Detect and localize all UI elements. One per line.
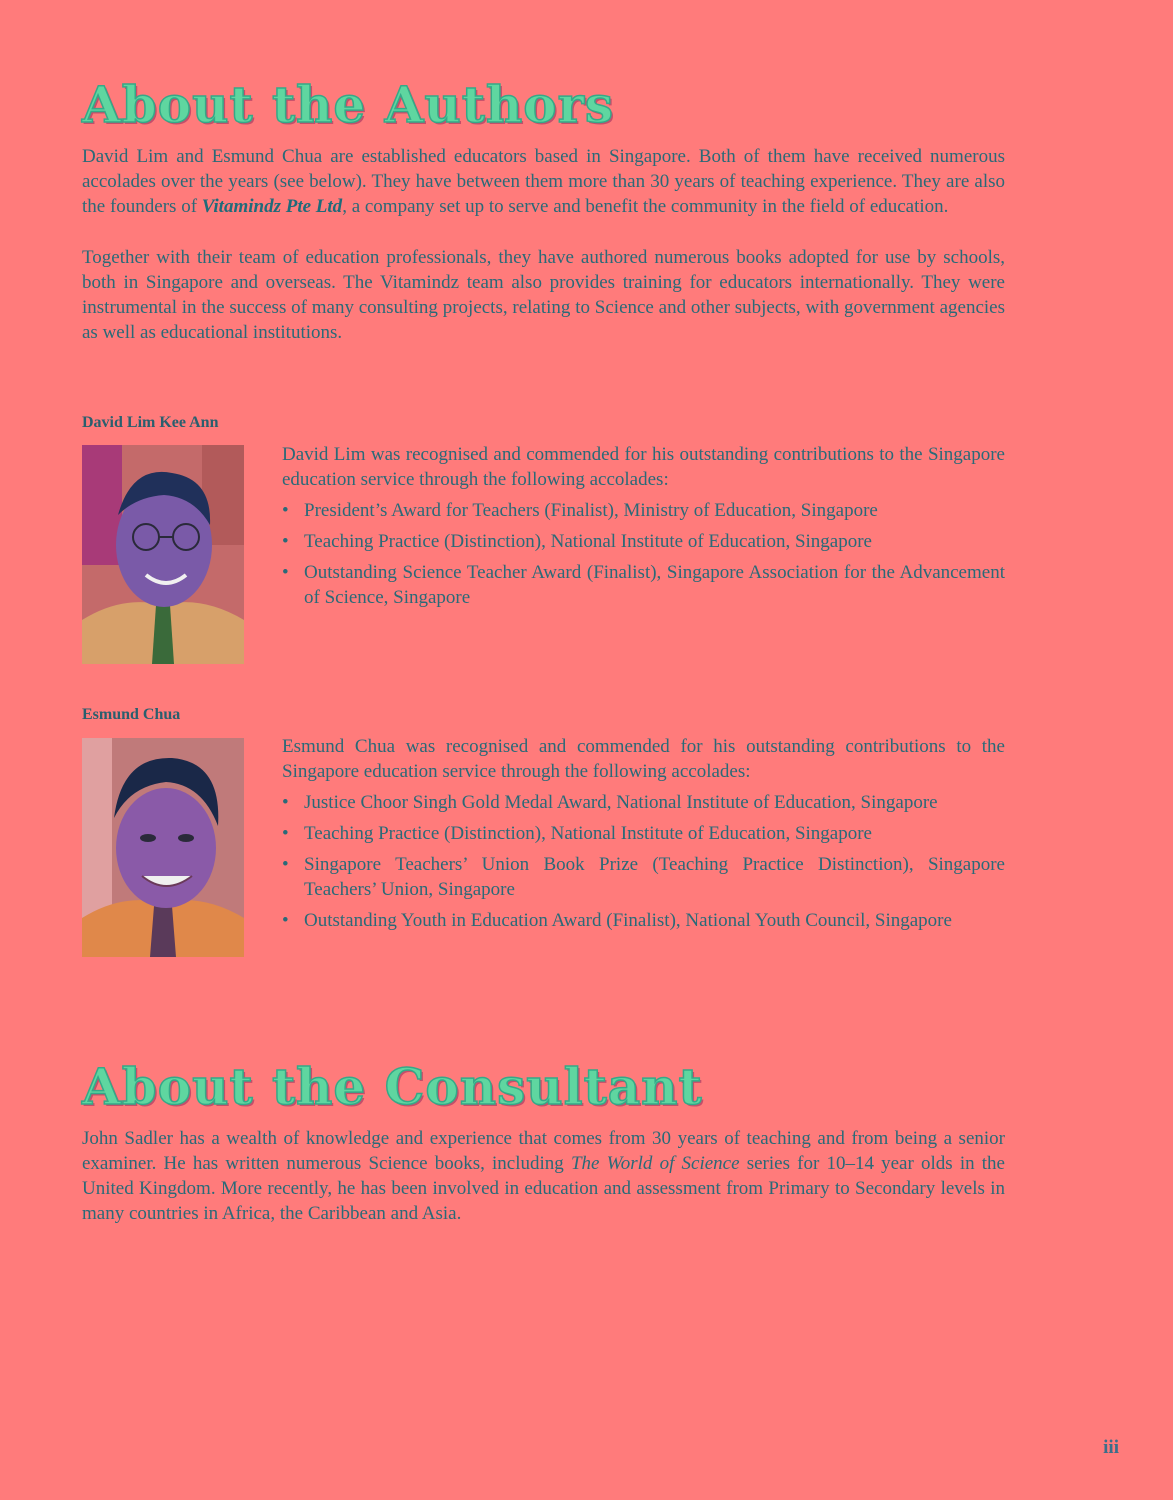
bullet-icon: • [282, 792, 289, 813]
accolade-text: Teaching Practice (Distinction), National Institute of Education, Singapore [304, 531, 872, 552]
bullet-icon: • [282, 500, 289, 521]
bio-intro: Esmund Chua was recognised and commended for his outstanding contributions to the Singapore education service through the following accolades: [282, 736, 1005, 782]
series-title: The World of Science [570, 1153, 740, 1174]
accolade-text: President’s Award for Teachers (Finalist), Ministry of Education, Singapore [304, 500, 878, 521]
accolade-text: Singapore Teachers’ Union Book Prize (Teaching Practice Distinction), Singapore Teachers’ Union, Singapore [304, 854, 1005, 900]
accolade-text: Outstanding Youth in Education Award (Finalist), National Youth Council, Singapore [304, 910, 952, 931]
author-name-esmund: Esmund Chua [82, 706, 181, 723]
author-photo-david [82, 445, 244, 664]
company-name: Vitamindz Pte Ltd [201, 196, 343, 217]
consultant-paragraph [82, 1126, 1005, 1226]
consultant-heading: About the Consultant [82, 1057, 703, 1116]
author-name-david: David Lim Kee Ann [82, 414, 219, 431]
accolade-item [282, 529, 1005, 554]
accolade-item [282, 560, 1005, 610]
consultant-text-start: John Sadler has a wealth of knowledge and experience that comes from 30 years of teaching and from being a senior examiner. He has written numerous Science books, including [82, 1128, 1005, 1174]
accolade-text: Outstanding Science Teacher Award (Finalist), Singapore Association for the Advancement of Science, Singapore [304, 562, 1005, 608]
authors-heading: About the Authors [82, 75, 615, 134]
bullet-icon: • [282, 531, 289, 552]
accolade-item [282, 498, 1005, 523]
bullet-icon: • [282, 910, 289, 931]
bullet-icon: • [282, 562, 289, 583]
accolade-item [282, 852, 1005, 902]
accolade-item [282, 821, 1005, 846]
intro-text-end: , a company set up to serve and benefit the community in the field of education. [342, 196, 949, 217]
page-number: iii [1103, 1437, 1119, 1458]
authors-intro-paragraph [82, 144, 1005, 219]
accolade-text: Teaching Practice (Distinction), National Institute of Education, Singapore [304, 823, 872, 844]
bullet-icon: • [282, 854, 289, 875]
author-photo-esmund [82, 738, 244, 957]
accolade-item [282, 790, 1005, 815]
author-bio-david [282, 442, 1005, 616]
bullet-icon: • [282, 823, 289, 844]
consultant-text-end: series for 10–14 year olds in the United Kingdom. More recently, he has been involved in education and assessment from Primary to Secondary levels in many countries in Africa, the Caribbean and Asia. [82, 1153, 1005, 1224]
accolade-text: Justice Choor Singh Gold Medal Award, National Institute of Education, Singapore [304, 792, 938, 813]
author-bio-esmund [282, 734, 1005, 939]
accolade-list [282, 498, 1005, 610]
intro-text-start: David Lim and Esmund Chua are established educators based in Singapore. Both of them have received numerous accolades over the years (see below). They have between them more than 30 years of teaching experience. They are also the founders of [82, 146, 1005, 217]
authors-team-paragraph: Together with their team of education professionals, they have authored numerous books adopted for use by schools, both in Singapore and overseas. The Vitamindz team also provides training for educators internationally. They were instrumental in the success of many consulting projects, relating to Science and other subjects, with government agencies as well as educational institutions. [82, 247, 1005, 343]
accolade-list [282, 790, 1005, 933]
bio-intro: David Lim was recognised and commended for his outstanding contributions to the Singapore education service through the following accolades: [282, 444, 1005, 490]
accolade-item [282, 908, 1005, 933]
